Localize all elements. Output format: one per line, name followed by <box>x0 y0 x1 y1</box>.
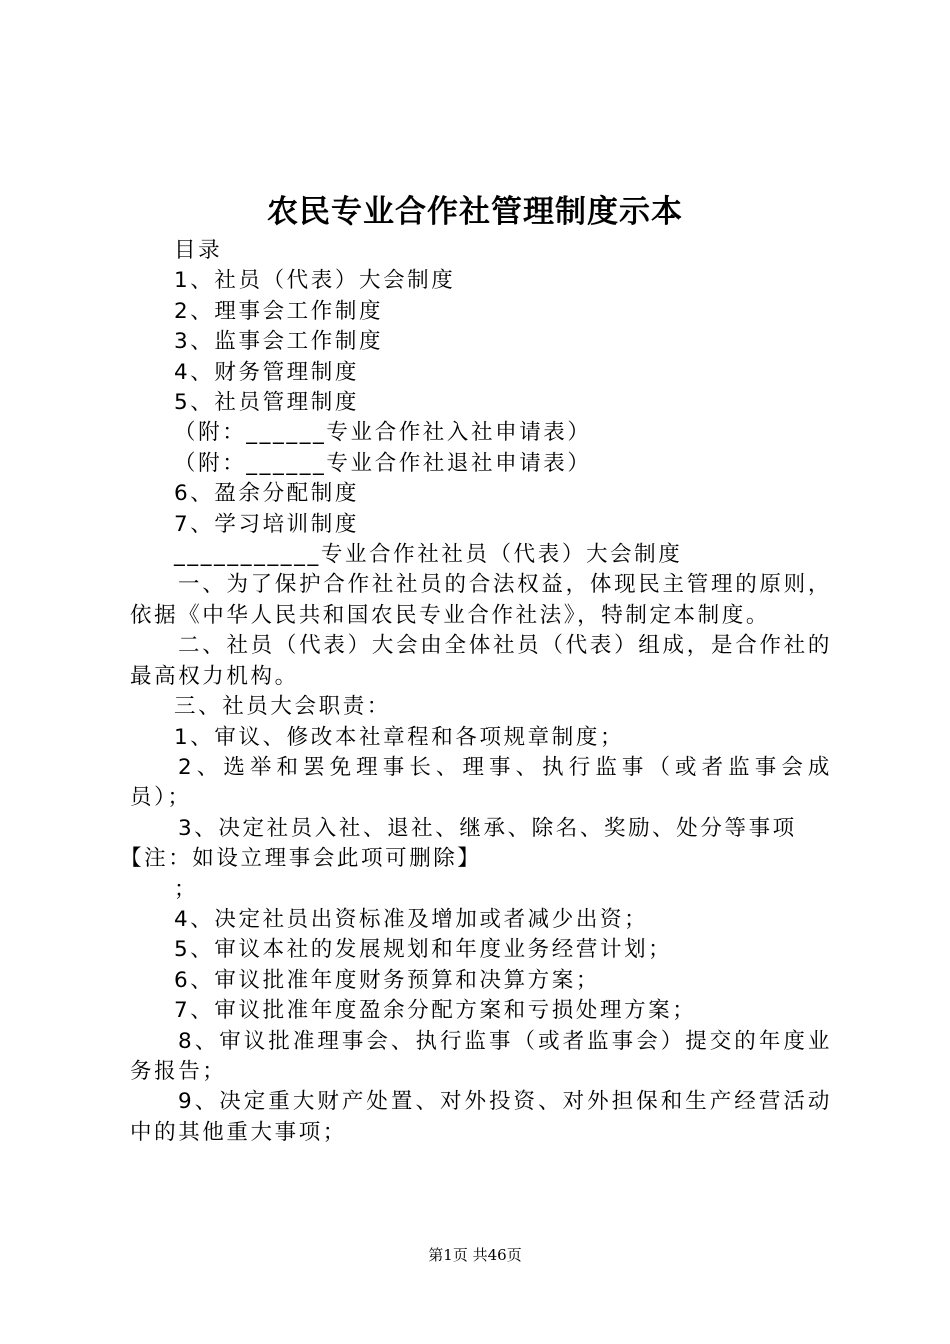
section-heading: ___________专业合作社社员（代表）大会制度 <box>174 542 683 568</box>
duty-item: 4、决定社员出资标准及增加或者减少出资； <box>174 906 649 932</box>
duty-item: 1、审议、修改本社章程和各项规章制度； <box>174 724 625 750</box>
toc-heading: 目录 <box>174 238 223 263</box>
duty-note: 【注：如设立理事会此项可删除】 <box>120 846 482 872</box>
duty-item-end: ； <box>174 876 199 902</box>
duty-item: 7、审议批准年度盈余分配方案和亏损处理方案； <box>174 998 697 1024</box>
paragraph: 二、社员（代表）大会由全体社员（代表）组成，是合作社的最高权力机构。 <box>130 633 832 689</box>
paragraph: 一、为了保护合作社社员的合法权益，体现民主管理的原则，依据《中华人民共和国农民专业合作社法》，特制定本制度。 <box>130 572 832 628</box>
document-title: 农民专业合作社管理制度示本 <box>267 194 683 230</box>
page-footer: 第1页 共46页 <box>428 1246 522 1264</box>
toc-item: 6、盈余分配制度 <box>174 481 359 507</box>
toc-item: 2、理事会工作制度 <box>174 298 384 324</box>
duty-item: 2、选举和罢免理事长、理事、执行监事（或者监事会成员）； <box>130 754 832 811</box>
duty-item: 3、决定社员入社、退社、继承、除名、奖励、处分等事项 <box>178 815 797 841</box>
toc-item: 7、学习培训制度 <box>174 511 359 537</box>
duty-item: 5、审议本社的发展规划和年度业务经营计划； <box>174 937 673 963</box>
duty-item: 9、决定重大财产处置、对外投资、对外担保和生产经营活动中的其他重大事项； <box>130 1089 832 1145</box>
paragraph: 三、社员大会职责： <box>174 694 391 720</box>
toc-item: 1、社员（代表）大会制度 <box>174 268 456 294</box>
duty-item: 6、审议批准年度财务预算和决算方案； <box>174 967 600 993</box>
toc-item: （附：______专业合作社退社申请表） <box>174 450 592 476</box>
toc-item: 3、监事会工作制度 <box>174 329 384 355</box>
document-body <box>120 236 832 1148</box>
toc-item: 4、财务管理制度 <box>174 359 359 385</box>
duty-item: 8、审议批准理事会、执行监事（或者监事会）提交的年度业务报告； <box>130 1028 832 1084</box>
toc-item: （附：______专业合作社入社申请表） <box>174 420 592 446</box>
toc-item: 5、社员管理制度 <box>174 390 359 416</box>
